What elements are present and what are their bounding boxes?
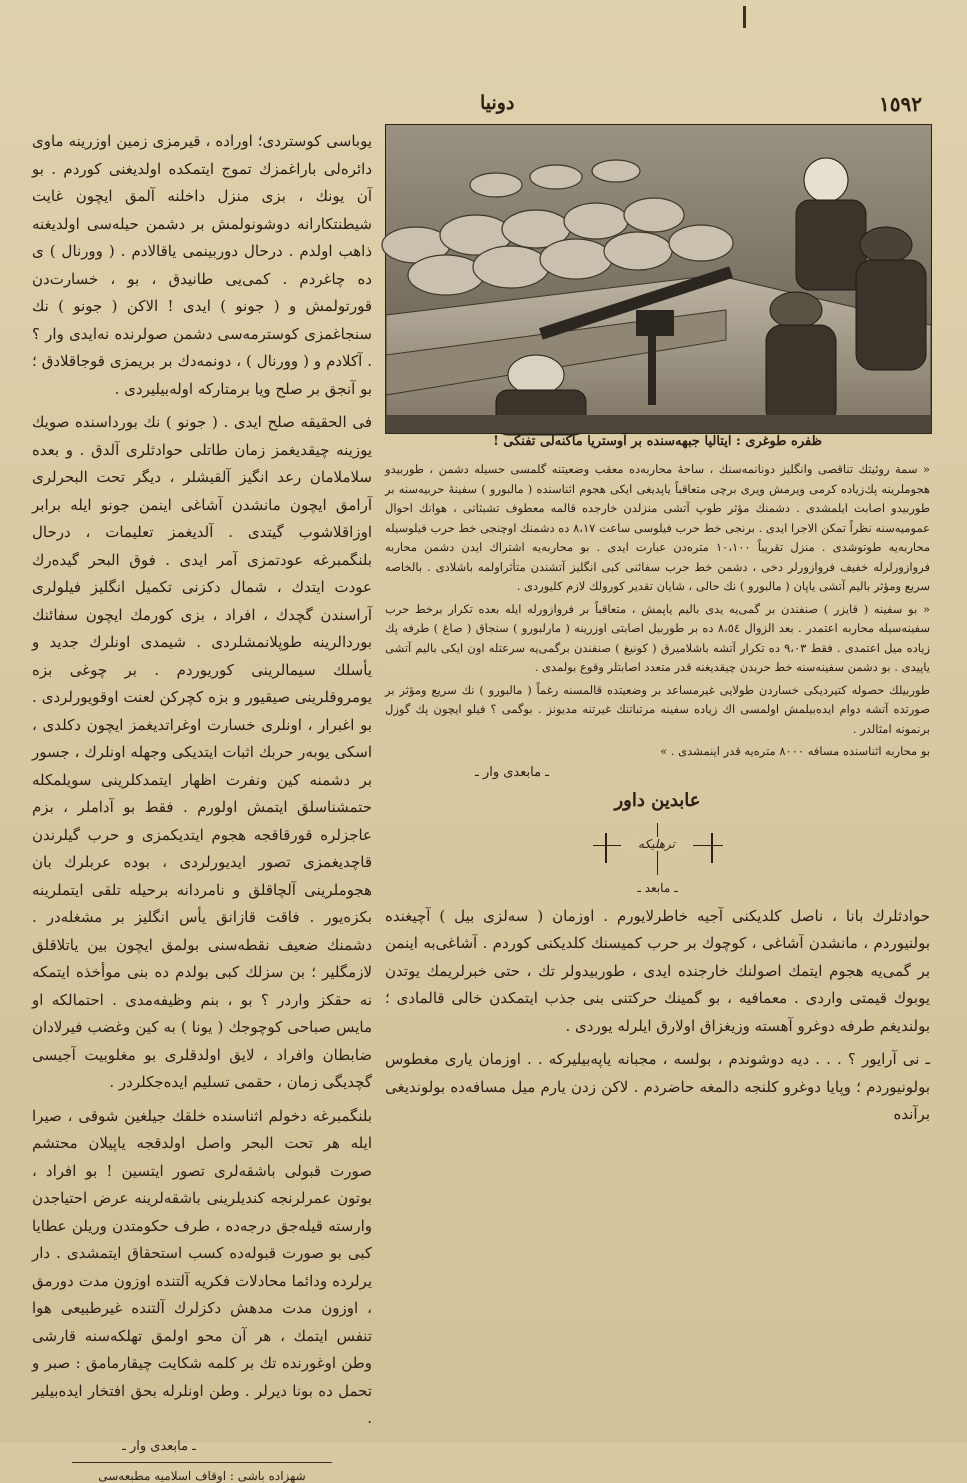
author-signature: عابدین داور — [614, 789, 701, 811]
left-column — [32, 128, 372, 1483]
page-number: ١٥٩٢ — [879, 92, 922, 116]
left-paragraph-3: بلنگمبرغه دخولم اثناسنده خلقك جیلغین شوقی ، صیرا ایله هر تحت البحر واصل اولدقجه یاپیلان محتشم صورت قبولی باشقه‌لری تصور ایتسین ! بو افراد ، بوتون عمرلرنجه کندیلرینی باشقه‌لرینه عرض احتیاجدن وارسته قیله‌جق درجه‌ده ، طرف حکومتدن وریلن عطایا کبی بو صورت قبوله‌ده کسب استحقاق ایتمشدی . دار یرلرده ودائما محادلات فکریه آلتنده اوزون مدت دورمق ، اوزون مدت مدهش دکزلرك آلتنده غیرطبیعی هوا تنفس ایتمك ، هر آن محو اولمق تهلکه‌سنه قارشی وطن اوغورنده تك بر کلمه شکایت چیقارمامق : صبر و تحمل ده بونا دیرلر . وطن اونلرله بحق افتخار ایده‌بیلیر . — [32, 1106, 372, 1427]
story-paragraph-2: ـ نی آرایور ؟ . . . دیه دوشوندم ، بولسه ، مجبانه یاپه‌بیلیرکه . . اوزمان یاری مغطوس بولونیوردم ؛ وپایا دوغرو کلنجه دالمغه حاضردم . لاکن زدن یارم میل مسافه‌ده بولوندیغی برآنده — [385, 1050, 930, 1123]
continued-note: ـ مابعدی وار ـ — [122, 1438, 196, 1454]
left-paragraph-2: فی الحقیقه صلح ایدی . ( جونو ) نك بورداسنده صویك یوزینه چیقدیغمز زمان طاتلی حوادثلری آلدق . و بعده سلاملامان رعد انگیز آلقیشلر ، دیگر تحت البحرلری آرامق ایچون مانشدن آشاغی اینمن جونو ایله برابر اوزاقلاشوب گیتدی . آلدیغمز تعلیمات ، درحال بلنگمبرغه عودتمزی آمر ایدی . فوق البحر گیده‌رك عودت ایتدك ، شمال دکزنی تکمیل انگلیز فیلولری آراسندن گچدك ، افراد ، بزی کورمك ایچون سفائنك بوردالرینه طوپلانمشلردی . شیمدی اونلرك جدید و یأسلك سیمالرینی کوریوردم . بر چوغی بزه یومروقلرینی صیقیور و بزه کچرکن لعنت اوقویورلردی . بو اغبرار ، اونلری خسارت اوغراتدیغمز ایچون دکلدی ، اسکی یوبه‌ر حربك اثبات ایتدیکی وجهله اونلرك ، جسور بر دشمنه کین ونفرت اظهار ایتمدکلرینی سویلمکله حتمشناسلق ایتمش اولورم . فقط بو آداملر ، بزم عاجزلره قورقاقجه هجوم ایتدیکمزی و حرب گیلرندن قاچدیغمزی تصور ایدیورلردی ، بوده عربلرك بان هجوملرینی آلچاقلق و نامردانه برحیله تلقی ایتملرینه بکزه‌یور . فاقت قازانق یأس انگلیز بر مشغله‌در . دشمنك ضعیف نقطه‌سنی بولمق ایچون بین یاتلاقلق لازمگلیر ؛ بن سزلك کبی بولدم ده بنی موأخذه ایتمکه نه حقکز واردر ؟ بو ، بنم وظیفه‌مدی . احتمالکه او مایس صباحی کوچوجك ( یونا ) به کین وغضب فیرلادان ضابطان وافراد ، لایق اولدقلری بو مغلوبیت آجیسی گچدیگی زمان ، حقمی تسلیم ایده‌جکلردر . — [32, 413, 372, 1091]
report-paragraph-2: « بو سفینه ( قایزر ) صنفندن بر گمی‌یه یدی بالیم یاپمش ، متعاقباً بر فروازورله ایله بعده تکرار برخط حرب سفینه‌سیله محاربه اعتمدر . بعد الزوال ٨،٥٤ ده بر طوربیل اصابتی اوزرینه ( مارلبورو ) سنجاق ( صاغ ) طرفه پك زیاده میل اعتمدی . فقط ٩،٠٣ ده تکرار آتشه باشلامیرق ( کونیغ ) صنفندن برگمی‌یه سرعتله اون ایکی بالیم آتشی یاپیدی . بو دشمن سفینه‌سنه خط حربدن چیقدیغنه قدر متعدد اصابتلر وقوع بولمدی . — [385, 601, 931, 674]
war-photograph — [385, 124, 932, 434]
section-ornament — [593, 823, 723, 875]
photo-caption: ظفره طوغری : ایتالیا جبهه‌سنده بر آوستریا ماکنه‌لی تفنکی ! — [493, 434, 822, 449]
report-continued-note: ـ مابعدی وار ـ — [475, 764, 549, 780]
right-column — [385, 460, 930, 1430]
machine-gun-photo-illustration — [386, 125, 931, 433]
ornament-title: ترهلیکه — [621, 837, 693, 851]
section-continued-mark: ـ مابعد ـ — [637, 880, 678, 895]
journal-title: دونیا — [480, 92, 515, 114]
divider — [72, 1462, 332, 1463]
page-header — [40, 92, 930, 118]
report-paragraph-4: بو محاربه اثناسنده مسافه ٨٠٠٠ متره‌یه قدر اینمشدی . » — [660, 744, 930, 758]
left-paragraph-1: یوباسی کوستردی؛ اوراده ، قیرمزی زمین اوزرینه ماوی دائره‌لی باراغمزك تموج ایتمکده اولدیغنی کوردم . بو آن یونك ، بزی منزل داخلنه آلمق ایچون غایت شیطنتکارانه دوشونولمش بر دشمن حیله‌سی اولدیغنه ذاهب اولدم . درحال دوربینمی یاقالادم . ( وورنال ) ی ده چاغردم . کمی‌یی طانیدق ، بو ، خسارت‌دن قورتولمش و ( جونو ) ایدی ! الاکن ( جونو ) نك سنجاغمزی کوسترمه‌سی دشمن صولرنده نه‌ایدی وار ؟ . آکلادم و ( وورنال ) ، دونمه‌دك بر بریمزی قوجاقلادق ؛ بو آنجق بر صلح ویا برمتارکه اوله‌بیلیردی . — [32, 132, 372, 398]
story-paragraph-1: حوادثلرك بانا ، ناصل کلدیکنی آجیه خاطرلایورم . اوزمان ( سه‌لزی بیل ) آچیغنده بولنیوردم ، مانشدن آشاغی ، کوچوك بر حرب کمیسنك کلدیکنی کوردم . آشاغی‌به اینمن بر گمی‌یه هجوم ایتمك اصولنك خارجنده ایدی ، طوربیدولر تك ، حتی خبرلریمك یوتدن یوبوك قیمتی واردی . معمافیه ، بو گمینك حرکتنی بنی جذب ایتمکدن خالی قالمادی ؛ بولندیغم طرفه دوغرو آهسته وزیغزاق اولارق ایلرله یوردی . — [385, 906, 930, 1035]
report-paragraph-1: « سمة روئیتك تناقصی وانگلیز دونانمه‌سنك ، ساحهٔ محاربه‌ده معقب وضعیتنه گلمسی حسیله دشمن ، طوربیدو هجوملرینه پك‌زیاده کرمی ویرمش ویری برچی متعاقباً یاپدیغی ایکی هجوم اثناسنده ( مالبورو ) سفینهٔ حربیه‌سنه بر طوربیدو اصابت ایلمشدی . دشمنك مؤثر طوپ آتشی منزلدن خارجده قالمه معطوف تشبثاتی ، هوانك احوال عمومیه‌سنه نظراً تمکن الاجرا ایدی . برنجی خط حرب فیلوسی ساعت ٨،١٧ ده دشمنك اوچنجی خط حرب فیلوسیله محاربه‌یه طوتوشدی . منزل تقریباً ١٠،١٠٠ متره‌دن عبارت ایدی . بو محاربه‌یه اشتراك ایدن دشمن محاربه فروازورلرله خفیف فروازورلر دخی ، دشمن خط حرب سفائنی کبی انگلیز آتشندن متأثراولمه باشلادی . بالخاصه سریع ومؤثر بالیم آتشی یاپان ( مالبورو ) نك حالی ، شایان تقدیر کورولك لازم کلیوردی . — [385, 462, 930, 593]
report-paragraph-3: طوربیلك حصوله کتیردیکی خساردن طولایی غیرمساعد بر وضعیتده قالمسنه رغماً ( مالبورو ) نك سریع ومؤثر بر صورتده آتشه دوام ایده‌بیلمش اولمسی اك زیاده سفینه مرتباتنك غیرتنه مدیونز . بوگمی ؟ فیلو ایچون پك گوزل برنمونه امثالدر . — [385, 682, 930, 736]
page-edge-mark — [743, 6, 746, 28]
printer-imprint: شهزاده باشی : اوقاف اسلامیه مطبعه‌سی — [98, 1468, 306, 1483]
